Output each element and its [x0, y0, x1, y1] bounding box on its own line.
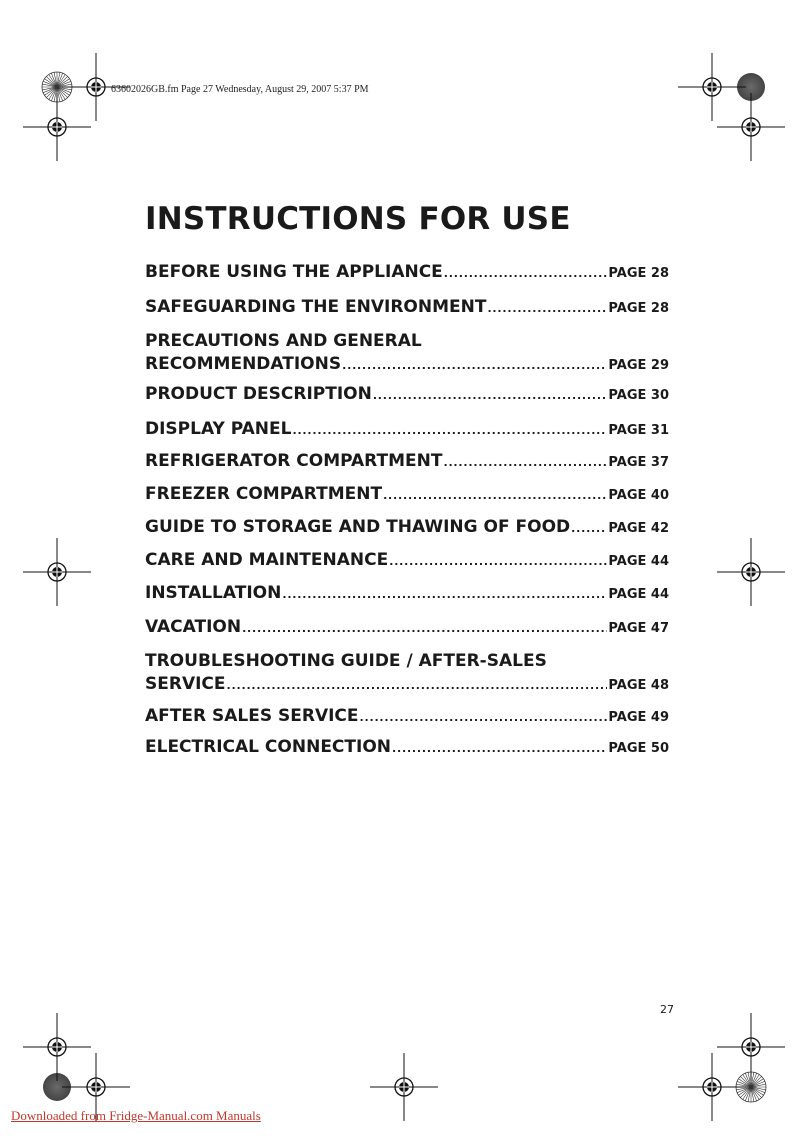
toc-label: VACATION [145, 617, 242, 637]
toc-page-ref: PAGE 47 [608, 621, 669, 636]
toc-entry-safeguarding[interactable] [145, 297, 669, 319]
toc-leader-dots [389, 552, 607, 572]
toc-page-ref: PAGE 44 [608, 587, 669, 602]
toc-label: REFRIGERATOR COMPARTMENT [145, 451, 443, 471]
crosshair-mark-middle-right [717, 538, 785, 606]
toc-entry-refrigerator[interactable] [145, 451, 669, 473]
crosshair-mark-bottom-left-v [23, 1013, 91, 1081]
toc-leader-dots [444, 264, 608, 284]
toc-leader-dots [342, 356, 607, 376]
toc-leader-dots [282, 585, 607, 605]
toc-leader-dots [392, 739, 607, 759]
toc-page-ref: PAGE 50 [608, 741, 669, 756]
toc-label: ELECTRICAL CONNECTION [145, 737, 392, 757]
toc-label: FREEZER COMPARTMENT [145, 484, 383, 504]
toc-label: PRODUCT DESCRIPTION [145, 384, 372, 404]
page-number: 27 [660, 1003, 674, 1016]
toc-label-line1: TROUBLESHOOTING GUIDE / AFTER-SALES [145, 651, 547, 671]
toc-leader-dots [373, 386, 608, 406]
toc-page-ref: PAGE 30 [608, 388, 669, 403]
crosshair-mark-bottom-center [370, 1053, 438, 1121]
toc-label: INSTALLATION [145, 583, 282, 603]
toc-page-ref: PAGE 37 [608, 455, 669, 470]
toc-leader-dots [227, 676, 608, 696]
toc-entry-electrical[interactable] [145, 737, 669, 759]
toc-page-ref: PAGE 28 [608, 266, 669, 281]
toc-label: BEFORE USING THE APPLIANCE [145, 262, 443, 282]
crosshair-mark-bottom-right-v [717, 1013, 785, 1081]
toc-leader-dots [487, 299, 607, 319]
toc-entry-storage-guide[interactable] [145, 517, 669, 539]
table-of-contents [145, 0, 669, 800]
toc-entry-freezer[interactable] [145, 484, 669, 506]
toc-leader-dots [242, 619, 607, 639]
toc-page-ref: PAGE 40 [608, 488, 669, 503]
toc-entry-product-description[interactable] [145, 384, 669, 406]
toc-entry-after-sales[interactable] [145, 706, 669, 728]
toc-label: DISPLAY PANEL [145, 419, 292, 439]
toc-entry-troubleshooting[interactable] [145, 651, 669, 696]
toc-page-ref: PAGE 42 [608, 521, 669, 536]
crosshair-mark-bottom-right-h [678, 1053, 746, 1121]
toc-entry-before-using[interactable] [145, 262, 669, 284]
toc-label: AFTER SALES SERVICE [145, 706, 359, 726]
toc-label-line1: PRECAUTIONS AND GENERAL [145, 331, 422, 351]
toc-entry-precautions[interactable] [145, 331, 669, 376]
crosshair-mark-top-right-v [717, 93, 785, 161]
download-source-link[interactable]: Downloaded from Fridge-Manual.com Manuals [11, 1108, 261, 1123]
toc-label: RECOMMENDATIONS [145, 354, 342, 374]
toc-page-ref: PAGE 31 [608, 423, 669, 438]
toc-page-ref: PAGE 29 [608, 358, 669, 373]
toc-label: SERVICE [145, 674, 226, 694]
toc-entry-vacation[interactable] [145, 617, 669, 639]
toc-leader-dots [571, 519, 607, 539]
toc-leader-dots [292, 421, 607, 441]
toc-entry-display-panel[interactable] [145, 419, 669, 441]
page-title: INSTRUCTIONS FOR USE [145, 201, 571, 237]
toc-page-ref: PAGE 28 [608, 301, 669, 316]
toc-label: GUIDE TO STORAGE AND THAWING OF FOOD [145, 517, 571, 537]
toc-page-ref: PAGE 49 [608, 710, 669, 725]
toc-page-ref: PAGE 48 [608, 678, 669, 693]
toc-leader-dots [443, 453, 607, 473]
toc-leader-dots [383, 486, 607, 506]
file-info-header: 63602026GB.fm Page 27 Wednesday, August 29, 2007 5:37 PM [111, 84, 369, 95]
toc-entry-installation[interactable] [145, 583, 669, 605]
toc-entry-care-maintenance[interactable] [145, 550, 669, 572]
crosshair-mark-top-left-v [23, 93, 91, 161]
crosshair-mark-middle-left [23, 538, 91, 606]
toc-label: CARE AND MAINTENANCE [145, 550, 389, 570]
crosshair-mark-top-right-h [678, 53, 746, 121]
toc-label: SAFEGUARDING THE ENVIRONMENT [145, 297, 487, 317]
toc-leader-dots [360, 708, 608, 728]
toc-page-ref: PAGE 44 [608, 554, 669, 569]
